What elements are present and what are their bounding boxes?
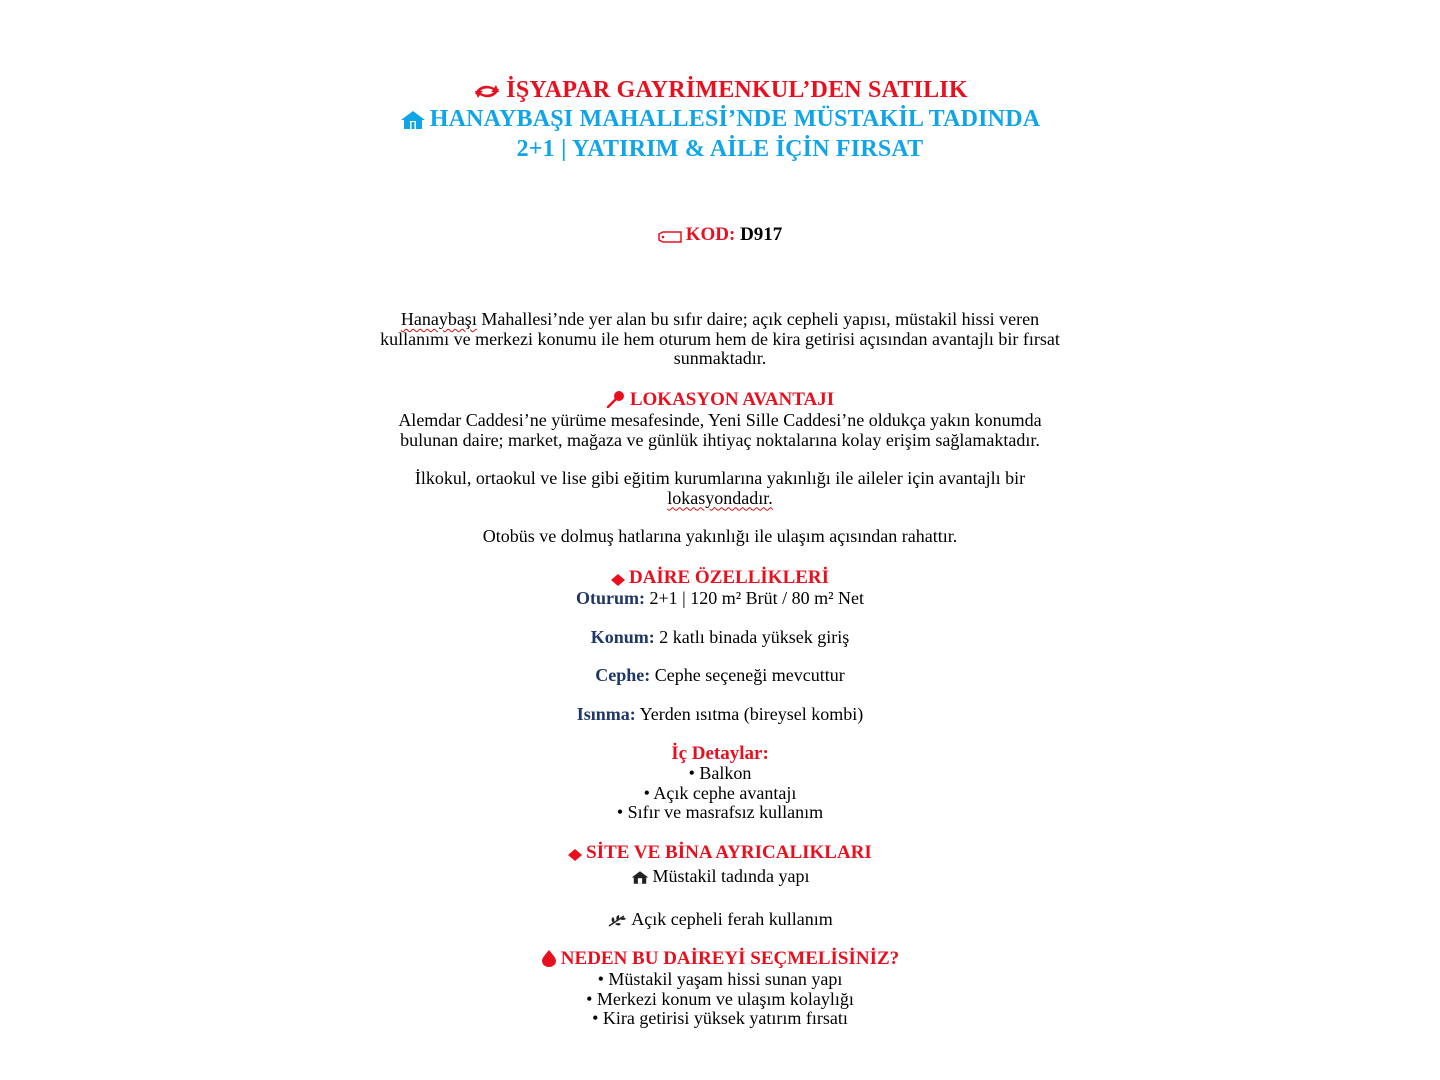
isinma-value: Yerden ısıtma (bireysel kombi) xyxy=(635,703,864,724)
why-heading-text: NEDEN BU DAİREYİ SEÇMELİSİNİZ? xyxy=(560,948,900,969)
site-section xyxy=(0,842,1440,930)
feature-cephe xyxy=(0,666,1440,686)
location-heading-text: LOKASYON AVANTAJI xyxy=(629,389,835,410)
features-heading-text: DAİRE ÖZELLİKLERİ xyxy=(628,567,830,588)
features-heading xyxy=(0,567,1440,589)
pin-icon xyxy=(606,390,626,411)
code-value: D917 xyxy=(740,224,783,245)
oturum-label: Oturum: xyxy=(575,588,645,609)
isinma-label: Isınma: xyxy=(576,703,636,724)
leaf-icon xyxy=(607,911,627,931)
location-p3: Otobüs ve dolmuş hatlarına yakınlığı ile ulaşım açısından rahattır. xyxy=(482,526,958,547)
title-line-2 xyxy=(0,105,1440,134)
features-section xyxy=(0,567,1440,724)
listing-code xyxy=(0,224,1440,247)
why-section xyxy=(0,948,1440,1029)
intro-line-2: kullanımı ve merkezi konumu ile hem oturum hem de kira getirisi açısından avantajlı bir fırsat xyxy=(380,328,1060,349)
interior-section xyxy=(0,743,1440,823)
site-heading-text: SİTE VE BİNA AYRICALIKLARI xyxy=(586,842,872,863)
drop-icon xyxy=(541,949,557,970)
title-block xyxy=(0,76,1440,163)
location-heading xyxy=(0,389,1440,411)
location-p1-line-1: Alemdar Caddesi’ne yürüme mesafesinde, Yeni Sille Caddesi’ne oldukça yakın konumda xyxy=(398,410,1042,431)
code-label: KOD: xyxy=(685,224,736,245)
cephe-value: Cephe seçeneği mevcuttur xyxy=(650,665,845,686)
oturum-value: 2+1 | 120 m² Brüt / 80 m² Net xyxy=(644,588,865,609)
feature-isinma xyxy=(0,705,1440,725)
location-p2-word: lokasyondadır. xyxy=(667,487,773,508)
why-item: • Kira getirisi yüksek yatırım fırsatı xyxy=(592,1008,848,1029)
location-section xyxy=(0,389,1440,547)
feature-oturum xyxy=(0,589,1440,609)
interior-item: • Sıfır ve masrafsız kullanım xyxy=(616,802,824,822)
location-p2-line-2 xyxy=(0,489,1440,509)
interior-item: • Balkon xyxy=(688,763,752,783)
why-heading xyxy=(0,948,1440,970)
interior-heading: İç Detaylar: xyxy=(671,743,769,764)
intro-word: Hanaybaşı xyxy=(400,309,477,329)
why-item: • Merkezi konum ve ulaşım kolaylığı xyxy=(586,988,854,1009)
site-heading xyxy=(0,842,1440,864)
intro-paragraph xyxy=(0,310,1440,369)
diamond-icon xyxy=(611,568,625,589)
site-item-1 xyxy=(0,867,1440,888)
arrows-icon xyxy=(472,77,502,105)
site-item-2 xyxy=(0,910,1440,931)
intro-line-3: sunmaktadır. xyxy=(673,348,767,368)
konum-label: Konum: xyxy=(590,626,655,647)
intro-line-1-rest: Mahallesi’nde yer alan bu sıfır daire; açık cepheli yapısı, müstakil hissi veren xyxy=(476,309,1040,329)
site-item-1-text: Müstakil tadında yapı xyxy=(652,866,810,887)
house-icon xyxy=(400,107,426,135)
tag-icon xyxy=(658,225,682,247)
interior-item: • Açık cephe avantajı xyxy=(643,782,797,803)
title-line-1 xyxy=(0,76,1440,105)
why-item: • Müstakil yaşam hissi sunan yapı xyxy=(597,969,843,990)
title-line-1-text: İŞYAPAR GAYRİMENKUL’DEN SATILIK xyxy=(506,77,968,103)
location-p2-line-1: İlkokul, ortaokul ve lise gibi eğitim kurumlarına yakınlığı ile aileler için avantajlı bir xyxy=(414,468,1026,489)
location-p1-line-2: bulunan daire; market, mağaza ve günlük ihtiyaç noktalarına kolay erişim sağlamaktadır. xyxy=(400,429,1040,450)
site-item-2-text: Açık cepheli ferah kullanım xyxy=(631,908,833,929)
intro-line-1 xyxy=(0,310,1440,330)
title-line-2-text: HANAYBAŞI MAHALLESİ’NDE MÜSTAKİL TADINDA xyxy=(429,106,1041,133)
feature-konum xyxy=(0,628,1440,648)
title-line-3: 2+1 | YATIRIM & AİLE İÇİN FIRSAT xyxy=(516,135,924,162)
diamond-icon xyxy=(568,843,582,864)
cephe-label: Cephe: xyxy=(595,665,651,686)
house-icon xyxy=(631,868,649,888)
konum-value: 2 katlı binada yüksek giriş xyxy=(654,626,850,647)
